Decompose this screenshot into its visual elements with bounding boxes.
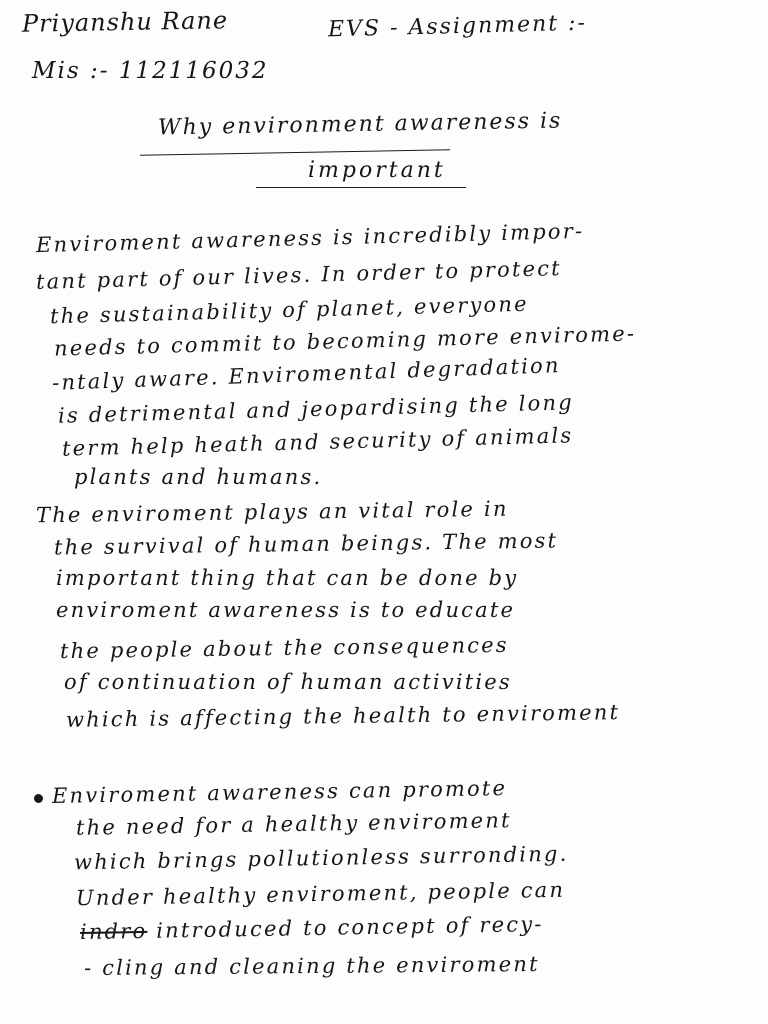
bullet-dot (34, 794, 43, 803)
bullet-line: - cling and cleaning the enviroment (83, 952, 540, 980)
paragraph-1-line: -ntaly aware. Enviromental degradation (51, 353, 562, 395)
paragraph-2-line: important thing that can be done by (56, 566, 519, 590)
paragraph-1-line: is detrimental and jeopardising the long (57, 390, 575, 428)
paragraph-1-line: plants and humans. (74, 465, 323, 489)
bullet-line: Under healthy enviroment, people can (75, 877, 566, 911)
paragraph-2-line: The enviroment plays an vital role in (35, 496, 509, 528)
paragraph-2-line: the survival of human beings. The most (53, 528, 559, 560)
paragraph-1-line: term help heath and security of animals (61, 423, 574, 461)
paragraph-1-line: tant part of our lives. In order to protect (35, 256, 563, 294)
bullet-line-rest: introduced to concept of recy- (147, 911, 544, 943)
bullet-line: the need for a healthy enviroment (75, 808, 512, 840)
paragraph-2-line: the people about the consequences (59, 632, 509, 664)
page-title-line-1: Why environment awareness is (157, 108, 563, 141)
bullet-line-struck (80, 912, 544, 944)
bullet-line: Enviroment awareness can promote (51, 776, 508, 808)
bullet-line: which brings pollutionless surronding. (73, 841, 569, 875)
paragraph-2-line: enviroment awareness is to educate (56, 598, 516, 622)
mis-number: Mis :- 112116032 (32, 58, 269, 84)
assignment-title: EVS - Assignment :- (327, 10, 588, 43)
title-underline-2 (256, 187, 466, 188)
student-name: Priyanshu Rane (21, 6, 229, 38)
struck-word: indro (79, 918, 148, 945)
page-title-line-2: important (308, 158, 446, 183)
paragraph-2-line: of continuation of human activities (64, 670, 512, 694)
title-underline-1 (140, 149, 450, 155)
paragraph-1-line: Enviroment awareness is incredibly impor- (35, 218, 585, 258)
paragraph-2-line: which is affecting the health to enviroment (65, 700, 621, 732)
paragraph-1-line: needs to commit to becoming more envirome- (53, 321, 637, 361)
paragraph-1-line: the sustainability of planet, everyone (49, 291, 529, 329)
